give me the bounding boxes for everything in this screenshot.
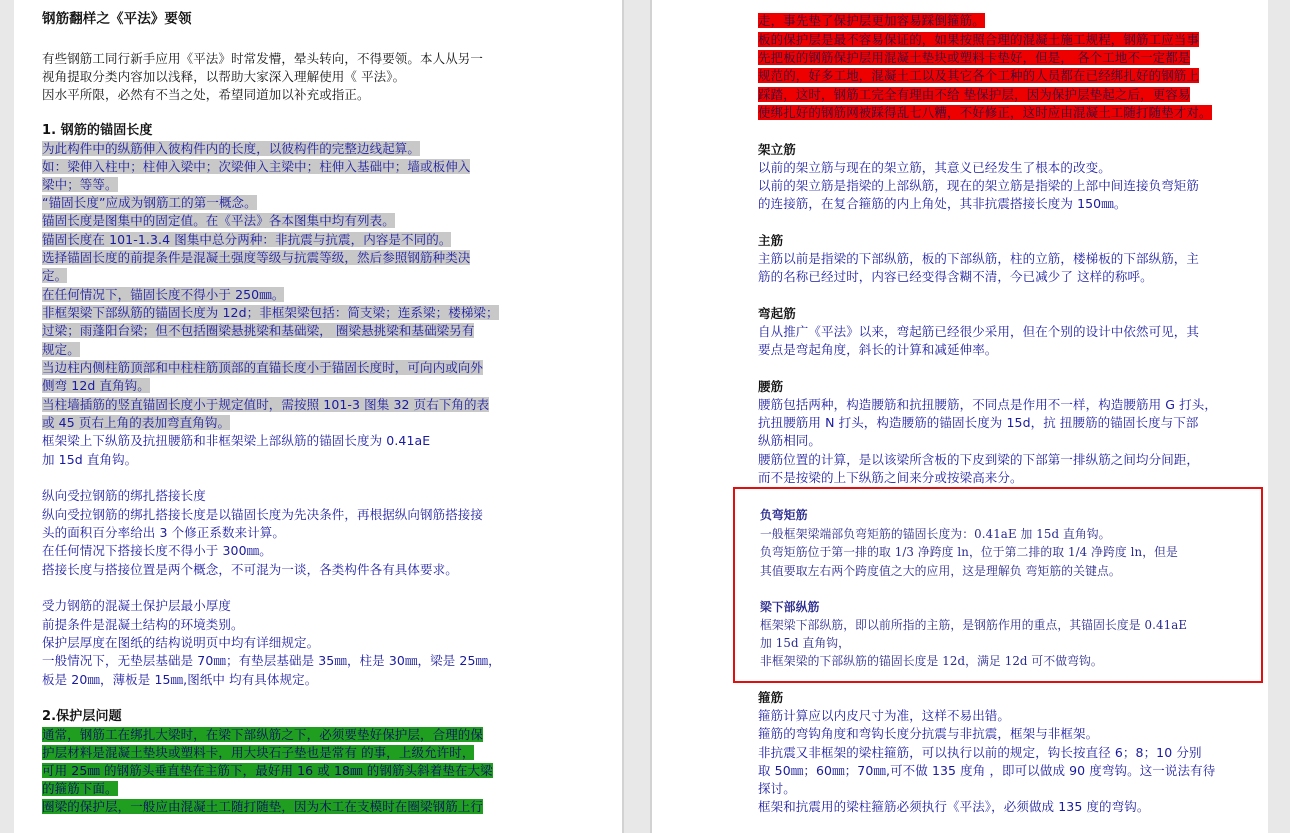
subsection-heading: 纵向受拉钢筋的绑扎搭接长度 xyxy=(42,488,206,503)
box-body-line: 一般框架梁端部负弯矩筋的锚固长度为：0.41aE 加 15d 直角钩。 xyxy=(760,527,1111,541)
body-line: 探讨。 xyxy=(758,781,796,796)
red-highlight-line: 使绑扎好的钢筋网被踩得乱七八糟，不好修正，这时应由混凝土工随打随垫才对。 xyxy=(758,105,1212,120)
body-line: 前提条件是混凝土结构的环境类别。 xyxy=(42,617,244,632)
section-heading: 主筋 xyxy=(758,233,784,248)
highlighted-line: 非框架梁下部纵筋的锚固长度为 12d；非框架梁包括：简支梁；连系梁；楼梯梁； xyxy=(42,305,499,320)
highlighted-line: 规定。 xyxy=(42,342,80,357)
green-highlight-line: 圈梁的保护层，一般应由混凝土工随打随垫，因为木工在支模时在圈梁钢筋上行 xyxy=(42,799,484,814)
highlighted-line: 梁中；等等。 xyxy=(42,177,118,192)
red-highlight-line: 先把板的钢筋保护层用混凝土垫块或塑料卡垫好，但是， 各个工地不一定都是 xyxy=(758,50,1191,65)
body-line: 自从推广《平法》以来，弯起筋已经很少采用，但在个别的设计中依然可见，其 xyxy=(758,324,1200,339)
highlighted-line: 当柱墙插筋的竖直锚固长度小于规定值时，需按照 101-3 图集 32 页右下角的表 xyxy=(42,397,490,412)
section-heading: 2.保护层问题 xyxy=(42,709,122,724)
document-title: 钢筋翻样之《平法》要领 xyxy=(42,11,192,27)
body-line: 箍筋计算应以内皮尺寸为准，这样不易出错。 xyxy=(758,708,1011,723)
green-highlight-line: 可用 25㎜ 的钢筋头垂直垫在主筋下，最好用 16 或 18㎜ 的钢筋头斜着垫在大梁 xyxy=(42,763,493,778)
body-line: 纵筋相同。 xyxy=(758,433,822,448)
highlighted-line: 选择锚固长度的前提条件是混凝土强度等级与抗震等级，然后参照钢筋种类决 xyxy=(42,250,471,265)
body-line: 搭接长度与搭接位置是两个概念，不可混为一谈，各类构件各有具体要求。 xyxy=(42,562,458,577)
body-line: 腰筋包括两种，构造腰筋和抗扭腰筋，不同点是作用不一样，构造腰筋用 G 打头， xyxy=(758,397,1217,412)
red-highlight-line: 板的保护层是最不容易保证的，如果按照合理的混凝土施工规程，钢筋工应当事 xyxy=(758,32,1200,47)
highlighted-line: 定。 xyxy=(42,268,68,283)
intro-line: 有些钢筋工同行新手应用《平法》时常发懵，晕头转向，不得要领。本人从另一 xyxy=(42,51,484,66)
document-page-left xyxy=(14,0,622,833)
body-line: 在任何情况下搭接长度不得小于 300㎜。 xyxy=(42,543,272,558)
highlighted-line: “锚固长度”应成为钢筋工的第一概念。 xyxy=(42,195,257,210)
box-body-line: 非框架梁的下部纵筋的锚固长度是 12d，满足 12d 可不做弯钩。 xyxy=(760,654,1103,668)
body-line: 的连接筋，在复合箍筋的内上角处，其非抗震搭接长度为 150㎜。 xyxy=(758,196,1127,211)
green-highlight-line: 的箍筋下面。 xyxy=(42,781,118,796)
intro-line: 视角提取分类内容加以浅释，以帮助大家深入理解使用《 平法》。 xyxy=(42,69,406,84)
box-heading: 梁下部纵筋 xyxy=(760,600,820,614)
highlighted-line: 锚固长度在 101-1.3.4 图集中总分两种：非抗震与抗震，内容是不同的。 xyxy=(42,232,452,247)
box-body-line: 其值要取左右两个跨度值之大的应用，这是理解负 弯矩筋的关键点。 xyxy=(760,564,1121,578)
red-highlight-line: 走，事先垫了保护层更加容易踩倒箍筋。 xyxy=(758,13,985,28)
body-line: 非抗震又非框架的梁柱箍筋，可以执行以前的规定，钩长按直径 6；8；10 分别 xyxy=(758,745,1202,760)
highlighted-line: 如：梁伸入柱中；柱伸入梁中；次梁伸入主梁中；柱伸入基础中；墙或板伸入 xyxy=(42,159,471,174)
highlighted-line: 侧弯 12d 直角钩。 xyxy=(42,378,150,393)
body-line: 筋的名称已经过时，内容已经变得含糊不清，今已减少了 这样的称呼。 xyxy=(758,269,1153,284)
document-page-right xyxy=(652,0,1268,833)
highlighted-line: 过梁；雨蓬阳台梁；但不包括圈梁悬挑梁和基础梁， 圈梁悬挑梁和基础梁另有 xyxy=(42,323,475,338)
green-highlight-line: 通常，钢筋工在绑扎大梁时，在梁下部纵筋之下，必须要垫好保护层，合理的保 xyxy=(42,727,484,742)
body-line: 以前的架立筋是指梁的上部纵筋，现在的架立筋是指梁的上部中间连接负弯矩筋 xyxy=(758,178,1200,193)
body-line: 板是 20㎜，薄板是 15㎜,图纸中 均有具体规定。 xyxy=(42,672,318,687)
red-annotation-box xyxy=(733,487,1263,683)
highlighted-line: 在任何情况下，锚固长度不得小于 250㎜。 xyxy=(42,287,285,302)
body-line: 以前的架立筋与现在的架立筋，其意义已经发生了根本的改变。 xyxy=(758,160,1111,175)
section-heading: 弯起筋 xyxy=(758,306,796,321)
highlighted-line: 当边柱内侧柱筋顶部和中柱柱筋顶部的直锚长度小于锚固长度时，可向内或向外 xyxy=(42,360,484,375)
body-line: 加 15d 直角钩。 xyxy=(42,452,138,467)
subsection-heading: 受力钢筋的混凝土保护层最小厚度 xyxy=(42,598,232,613)
body-line: 一般情况下，无垫层基础是 70㎜；有垫层基础是 35㎜，柱是 30㎜，梁是 25㎜， xyxy=(42,653,501,668)
page-shadow-left xyxy=(622,0,624,833)
body-line: 头的面积百分率给出 3 个修正系数来计算。 xyxy=(42,525,286,540)
section-heading: 架立筋 xyxy=(758,142,796,157)
body-line: 抗扭腰筋用 N 打头，构造腰筋的锚固长度为 15d，抗 扭腰筋的锚固长度与下部 xyxy=(758,415,1199,430)
body-line: 腰筋位置的计算，是以该梁所含板的下皮到梁的下部第一排纵筋之间均分间距， xyxy=(758,452,1200,467)
body-line: 取 50㎜；60㎜；70㎜,可不做 135 度角 ，即可以做成 90 度弯钩。这一说法有待 xyxy=(758,763,1216,778)
green-highlight-line: 护层材料是混凝土垫块或塑料卡，用大块石子垫也是常有 的事，上级允许时， xyxy=(42,745,475,760)
box-heading: 负弯矩筋 xyxy=(760,508,808,522)
intro-line: 因水平所限，必然有不当之处，希望同道加以补充或指正。 xyxy=(42,87,370,102)
box-body-line: 加 15d 直角钩， xyxy=(760,636,851,650)
section-heading: 1. 钢筋的锚固长度 xyxy=(42,123,153,138)
section-heading: 腰筋 xyxy=(758,379,784,394)
body-line: 而不是按梁的上下纵筋之间来分或按梁高来分。 xyxy=(758,470,1023,485)
body-line: 框架梁上下纵筋及抗扭腰筋和非框架梁上部纵筋的锚固长度为 0.41aE xyxy=(42,433,431,448)
box-body-line: 框架梁下部纵筋，即以前所指的主筋，是钢筋作用的重点，其锚固长度是 0.41aE xyxy=(760,618,1188,632)
box-body-line: 负弯矩筋位于第一排的取 1/3 净跨度 ln，位于第二排的取 1/4 净跨度 ln，但是 xyxy=(760,545,1178,559)
red-highlight-line: 规范的，好多工地，混凝土工以及其它各个工种的人员都在已经绑扎好的钢筋上 xyxy=(758,68,1200,83)
highlighted-line: 为此构件中的纵筋伸入彼构件内的长度，以彼构件的完整边线起算。 xyxy=(42,141,421,156)
highlighted-line: 锚固长度是图集中的固定值。在《平法》各本图集中均有列表。 xyxy=(42,213,395,228)
body-line: 要点是弯起角度，斜长的计算和减延伸率。 xyxy=(758,342,998,357)
body-line: 框架和抗震用的梁柱箍筋必须执行《平法》，必须做成 135 度的弯钩。 xyxy=(758,799,1150,814)
red-highlight-line: 踩踏，这时，钢筋工完全有理由不给 垫保护层，因为保护层垫起之后，更容易 xyxy=(758,87,1191,102)
body-line: 主筋以前是指梁的下部纵筋，板的下部纵筋，柱的立筋，楼梯板的下部纵筋，主 xyxy=(758,251,1200,266)
body-line: 纵向受拉钢筋的绑扎搭接长度是以锚固长度为先决条件，再根据纵向钢筋搭接接 xyxy=(42,507,484,522)
highlighted-line: 或 45 页右上角的表加弯直角钩。 xyxy=(42,415,231,430)
body-line: 保护层厚度在图纸的结构说明页中均有详细规定。 xyxy=(42,635,320,650)
body-line: 箍筋的弯钩角度和弯钩长度分抗震与非抗震，框架与非框架。 xyxy=(758,726,1099,741)
section-heading: 箍筋 xyxy=(758,690,784,705)
